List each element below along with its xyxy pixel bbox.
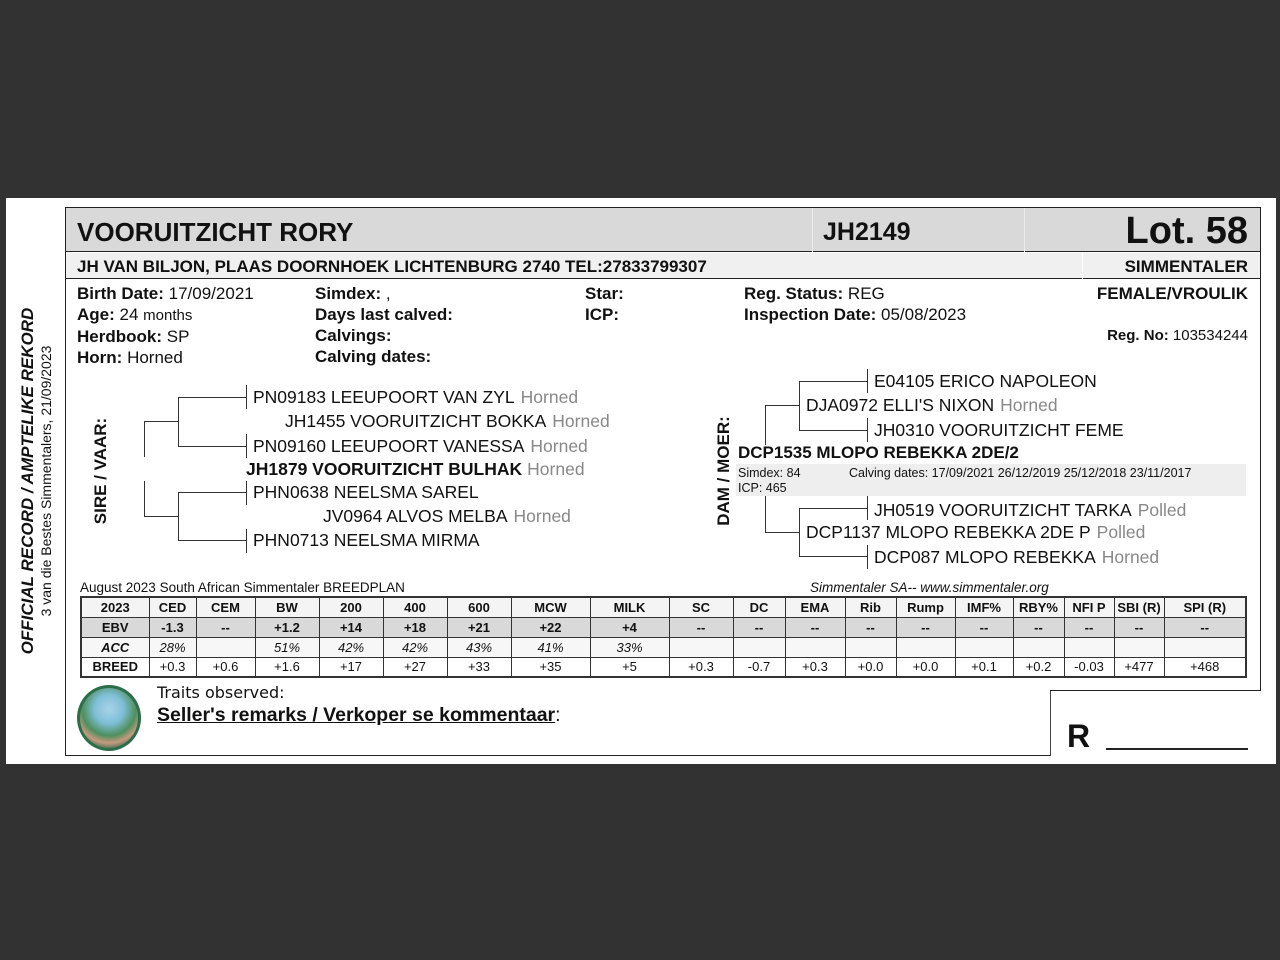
ebv-cell: 28% xyxy=(149,637,196,657)
ped-line xyxy=(765,405,766,445)
ped-line xyxy=(799,556,867,557)
ebv-cell: SC xyxy=(669,597,733,617)
side-caption xyxy=(6,198,66,764)
ebv-cell: +27 xyxy=(383,657,447,677)
ebv-cell: -0.03 xyxy=(1064,657,1114,677)
sex: FEMALE/VROULIK xyxy=(1096,284,1248,303)
ped-line xyxy=(178,492,246,493)
dam-dam-dam: DCP087 MLOPO REBEKKA Horned xyxy=(874,547,1160,567)
ebv-cell: Rib xyxy=(845,597,896,617)
sellers-remarks-label: Seller's remarks / Verkoper se kommentaar: xyxy=(157,704,561,726)
dam-dam-sire: JH0519 VOORUITZICHT TARKA Polled xyxy=(874,500,1187,520)
ebv-cell: 33% xyxy=(590,637,669,657)
ebv-cell: -- xyxy=(1114,617,1164,637)
owner-details: JH VAN BILJON, PLAAS DOORNHOEK LICHTENBURG 2740 TEL:27833799307 xyxy=(77,257,707,276)
sire-dam: JV0964 ALVOS MELBA Horned xyxy=(323,506,571,526)
simdex: Simdex: , xyxy=(315,284,391,303)
ebv-cell: -- xyxy=(896,617,955,637)
ebv-cell: -- xyxy=(669,617,733,637)
ebv-cell: +0.0 xyxy=(896,657,955,677)
ped-line xyxy=(144,421,145,457)
ebv-cell: 41% xyxy=(511,637,590,657)
ebv-cell: +21 xyxy=(447,617,511,637)
ebv-cell: DC xyxy=(733,597,785,617)
ebv-cell: +18 xyxy=(383,617,447,637)
ebv-cell: -- xyxy=(733,617,785,637)
row-label: 2023 xyxy=(81,597,149,617)
dam-dam: DCP1137 MLOPO REBEKKA 2DE P Polled xyxy=(806,522,1146,542)
ebv-cell: +0.3 xyxy=(149,657,196,677)
ebv-cell: 43% xyxy=(447,637,511,657)
ebv-cell: +0.0 xyxy=(845,657,896,677)
info-col-2 xyxy=(315,283,453,367)
ebv-cell: 42% xyxy=(383,637,447,657)
info-col-1 xyxy=(77,283,254,368)
ebv-cell xyxy=(669,637,733,657)
price-box-border xyxy=(1050,691,1051,756)
lot-record-sheet xyxy=(6,198,1276,764)
age: Age: 24 months xyxy=(77,305,193,324)
ebv-cell: 400 xyxy=(383,597,447,617)
ped-line xyxy=(246,385,247,409)
row-label: BREED xyxy=(81,657,149,677)
divider xyxy=(812,208,813,252)
horn-status: Horn: Horned xyxy=(77,348,183,367)
ebv-header-row xyxy=(81,597,1246,617)
ebv-cell: SBI (R) xyxy=(1114,597,1164,617)
ped-line xyxy=(178,446,246,447)
dam-icp: ICP: 465 xyxy=(738,481,787,495)
ebv-cell: -1.3 xyxy=(149,617,196,637)
auction-subtitle: 3 van die Bestes Simmentalers, 21/09/2023 xyxy=(38,345,54,617)
ebv-cell: 200 xyxy=(319,597,383,617)
ped-line xyxy=(178,492,179,541)
ebv-cell: +477 xyxy=(1114,657,1164,677)
ebv-cell: -0.7 xyxy=(733,657,785,677)
divider xyxy=(1082,253,1083,279)
ebv-cell xyxy=(196,637,255,657)
dam: DCP1535 MLOPO REBEKKA 2DE/2 xyxy=(738,443,1019,462)
ebv-cell: +5 xyxy=(590,657,669,677)
ebv-cell xyxy=(845,637,896,657)
ebv-cell: -- xyxy=(845,617,896,637)
dam-sire-sire: E04105 ERICO NAPOLEON xyxy=(874,371,1097,391)
official-record-title: OFFICIAL RECORD / AMPTELIKE REKORD xyxy=(18,307,37,655)
ped-line xyxy=(144,421,178,422)
traits-observed-label: Traits observed: xyxy=(157,683,285,702)
ebv-cell: NFI P xyxy=(1064,597,1114,617)
calvings: Calvings: xyxy=(315,326,392,345)
ped-line xyxy=(246,481,247,505)
acc-row xyxy=(81,637,1246,657)
ebv-cell: -- xyxy=(1013,617,1064,637)
dam-sire-dam: JH0310 VOORUITZICHT FEME xyxy=(874,420,1124,440)
ped-line xyxy=(765,532,799,533)
ped-line xyxy=(799,430,867,431)
ebv-cell: BW xyxy=(255,597,319,617)
ebv-cell: IMF% xyxy=(955,597,1013,617)
row-label: EBV xyxy=(81,617,149,637)
ebv-cell xyxy=(785,637,845,657)
ebv-cell xyxy=(1013,637,1064,657)
ped-line xyxy=(144,481,145,517)
ebv-cell: +468 xyxy=(1164,657,1246,677)
ped-line xyxy=(867,545,868,569)
sire-label: SIRE / VAAR: xyxy=(91,417,111,525)
ped-line xyxy=(867,369,868,393)
ped-line xyxy=(799,381,800,430)
ebv-cell: +0.3 xyxy=(669,657,733,677)
ebv-row xyxy=(81,617,1246,637)
ebv-cell: -- xyxy=(1164,617,1246,637)
dam-simdex: Simdex: 84 xyxy=(738,466,801,480)
ebv-cell xyxy=(955,637,1013,657)
ebv-cell: +0.1 xyxy=(955,657,1013,677)
reg-number: Reg. No: 103534244 xyxy=(1107,327,1248,344)
sire-dam-dam: PHN0713 NEELSMA MIRMA xyxy=(253,530,480,550)
ebv-cell: +35 xyxy=(511,657,590,677)
ped-line xyxy=(765,405,799,406)
ped-line xyxy=(178,397,179,446)
ped-line xyxy=(799,381,867,382)
ebv-cell xyxy=(733,637,785,657)
dam-label: DAM / MOER: xyxy=(713,416,733,526)
sire-dam-sire: PHN0638 NEELSMA SAREL xyxy=(253,482,479,502)
breed-name: SIMMENTALER xyxy=(1124,257,1248,276)
dam-sire: DJA0972 ELLI'S NIXON Horned xyxy=(806,395,1058,415)
days-last-calved: Days last calved: xyxy=(315,305,453,324)
animal-name: VOORUITZICHT RORY xyxy=(77,217,354,247)
ped-line xyxy=(178,397,246,398)
ebv-cell: 600 xyxy=(447,597,511,617)
info-col-3 xyxy=(585,283,624,325)
ebv-cell: +4 xyxy=(590,617,669,637)
calving-dates: Calving dates: xyxy=(315,347,432,366)
price-prefix: R xyxy=(1067,718,1091,754)
ebv-cell: +0.2 xyxy=(1013,657,1064,677)
ebv-cell: -- xyxy=(1064,617,1114,637)
ebv-cell: MILK xyxy=(590,597,669,617)
ebv-cell: +0.3 xyxy=(785,657,845,677)
sire-sire: JH1455 VOORUITZICHT BOKKA Horned xyxy=(285,411,610,431)
birth-date: Birth Date: 17/09/2021 xyxy=(77,284,254,303)
frame-right-border xyxy=(1260,207,1261,691)
divider xyxy=(1024,208,1025,252)
icp: ICP: xyxy=(585,305,619,324)
ped-line xyxy=(765,496,766,532)
ped-line xyxy=(144,516,178,517)
ebv-cell: +1.2 xyxy=(255,617,319,637)
ebv-cell: +1.6 xyxy=(255,657,319,677)
ebv-cell: RBY% xyxy=(1013,597,1064,617)
ebv-cell xyxy=(896,637,955,657)
ped-line xyxy=(178,540,246,541)
ebv-cell: CEM xyxy=(196,597,255,617)
ped-line xyxy=(867,418,868,442)
ebv-cell: 42% xyxy=(319,637,383,657)
ped-line xyxy=(246,434,247,458)
ebv-cell: 51% xyxy=(255,637,319,657)
ebv-cell: +17 xyxy=(319,657,383,677)
ped-line xyxy=(799,508,867,509)
sire-sire-sire: PN09183 LEEUPOORT VAN ZYL Horned xyxy=(253,387,579,407)
ebv-cell xyxy=(1164,637,1246,657)
ebv-cell: SPI (R) xyxy=(1164,597,1246,617)
reg-status: Reg. Status: REG xyxy=(744,284,885,303)
ebv-table xyxy=(80,596,1247,678)
ebv-cell: -- xyxy=(955,617,1013,637)
breedplan-title: August 2023 South African Simmentaler BREEDPLAN xyxy=(80,580,405,595)
price-input-line[interactable] xyxy=(1106,748,1248,750)
row-label: ACC xyxy=(81,637,149,657)
herdbook: Herdbook: SP xyxy=(77,327,190,346)
breed-avg-row xyxy=(81,657,1246,677)
ebv-cell: +33 xyxy=(447,657,511,677)
breed-society-logo xyxy=(77,685,141,751)
frame-bottom-border xyxy=(65,755,1051,756)
ebv-cell: CED xyxy=(149,597,196,617)
info-col-4 xyxy=(744,283,966,325)
animal-code: JH2149 xyxy=(823,218,911,246)
ebv-cell: +0.6 xyxy=(196,657,255,677)
ebv-cell: +22 xyxy=(511,617,590,637)
ebv-cell: MCW xyxy=(511,597,590,617)
inspection-date: Inspection Date: 05/08/2023 xyxy=(744,305,967,324)
dam-calving-dates: Calving dates: 17/09/2021 26/12/2019 25/12/2018 23/11/2017 xyxy=(849,466,1192,480)
sire: JH1879 VOORUITZICHT BULHAK Horned xyxy=(246,459,585,479)
ebv-cell xyxy=(1114,637,1164,657)
ebv-cell: +14 xyxy=(319,617,383,637)
ebv-cell xyxy=(1064,637,1114,657)
ped-line xyxy=(246,529,247,553)
lot-number: Lot. 58 xyxy=(1125,210,1248,252)
dam-details-bar xyxy=(736,464,1246,496)
ebv-cell: -- xyxy=(785,617,845,637)
ped-line xyxy=(799,508,800,557)
title-bar xyxy=(66,208,1260,252)
price-box-top-border xyxy=(1050,690,1261,691)
ebv-cell: Rump xyxy=(896,597,955,617)
sire-sire-dam: PN09160 LEEUPOORT VANESSA Horned xyxy=(253,436,588,456)
owner-bar xyxy=(66,253,1260,279)
ped-line xyxy=(867,496,868,520)
ebv-cell: EMA xyxy=(785,597,845,617)
star: Star: xyxy=(585,284,624,303)
ebv-cell: -- xyxy=(196,617,255,637)
breedplan-website: Simmentaler SA-- www.simmentaler.org xyxy=(810,580,1049,595)
